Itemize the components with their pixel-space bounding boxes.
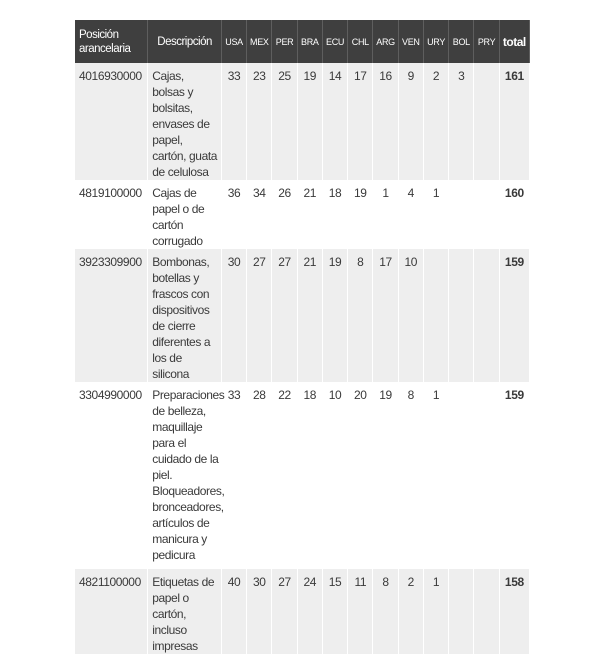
country-value: 10: [322, 382, 347, 569]
country-value: 30: [221, 249, 246, 382]
country-value: [474, 63, 499, 180]
country-value: 27: [247, 249, 272, 382]
country-value: [474, 569, 499, 654]
tariff-code: 4016930000: [75, 63, 148, 180]
country-value: 21: [297, 180, 322, 249]
country-value: 19: [322, 249, 347, 382]
country-value: 19: [373, 382, 398, 569]
country-value: [449, 249, 474, 382]
product-description: Cajas, bolsas y bolsitas, envases de papel, cartón, guata de celulosa: [148, 63, 222, 180]
country-value: [423, 249, 448, 382]
header-country: CHL: [348, 20, 373, 63]
country-value: [449, 569, 474, 654]
country-value: 36: [221, 180, 246, 249]
table-row: [75, 249, 530, 382]
tariff-code: 4819100000: [75, 180, 148, 249]
table-row: [75, 63, 530, 180]
country-value: 1: [423, 569, 448, 654]
country-value: 17: [373, 249, 398, 382]
country-value: 23: [247, 63, 272, 180]
country-value: 34: [247, 180, 272, 249]
tariff-code: 4821100000: [75, 569, 148, 654]
header-country: ECU: [322, 20, 347, 63]
country-value: 30: [247, 569, 272, 654]
product-description: Cajas de papel o de cartón corrugado: [148, 180, 222, 249]
country-value: 26: [272, 180, 297, 249]
country-value: 15: [322, 569, 347, 654]
country-value: [449, 382, 474, 569]
header-country: PER: [272, 20, 297, 63]
country-value: 27: [272, 569, 297, 654]
table-row: [75, 569, 530, 654]
country-value: [474, 249, 499, 382]
country-value: 11: [348, 569, 373, 654]
header-country: USA: [221, 20, 246, 63]
country-value: 8: [373, 569, 398, 654]
country-value: 40: [221, 569, 246, 654]
row-total: 158: [499, 569, 529, 654]
header-position: Posición arancelaria: [75, 20, 148, 63]
country-value: 2: [398, 569, 423, 654]
header-country: PRY: [474, 20, 499, 63]
product-description: Bombonas, botellas y frascos con dispositivos de cierre diferentes a los de silicona: [148, 249, 222, 382]
country-value: 21: [297, 249, 322, 382]
country-value: 20: [348, 382, 373, 569]
product-description: Etiquetas de papel o cartón, incluso impresas: [148, 569, 222, 654]
tariff-code: 3304990000: [75, 382, 148, 569]
table-row: [75, 382, 530, 569]
header-country: ARG: [373, 20, 398, 63]
country-value: 8: [348, 249, 373, 382]
header-country: BOL: [449, 20, 474, 63]
country-value: 1: [373, 180, 398, 249]
product-description: Preparaciones de belleza, maquillaje para el cuidado de la piel. Bloqueadores, bronceadores, artículos de manicura y pedicura: [148, 382, 222, 569]
country-value: 18: [297, 382, 322, 569]
country-value: 19: [297, 63, 322, 180]
country-value: 1: [423, 180, 448, 249]
tariff-code: 3923309900: [75, 249, 148, 382]
header-country: MEX: [247, 20, 272, 63]
country-value: 22: [272, 382, 297, 569]
country-value: [474, 382, 499, 569]
country-value: 17: [348, 63, 373, 180]
country-value: 24: [297, 569, 322, 654]
header-description: Descripción: [148, 20, 222, 63]
header-row: [75, 20, 530, 63]
country-value: 19: [348, 180, 373, 249]
header-country: BRA: [297, 20, 322, 63]
country-value: 2: [423, 63, 448, 180]
country-value: 33: [221, 382, 246, 569]
country-value: 10: [398, 249, 423, 382]
country-value: 33: [221, 63, 246, 180]
country-value: 25: [272, 63, 297, 180]
country-value: 1: [423, 382, 448, 569]
country-value: 27: [272, 249, 297, 382]
row-total: 159: [499, 382, 529, 569]
country-value: 28: [247, 382, 272, 569]
country-value: 4: [398, 180, 423, 249]
country-value: 14: [322, 63, 347, 180]
row-total: 161: [499, 63, 529, 180]
tariff-table: [75, 20, 530, 654]
country-value: 9: [398, 63, 423, 180]
country-value: [449, 180, 474, 249]
row-total: 160: [499, 180, 529, 249]
country-value: 16: [373, 63, 398, 180]
row-total: 159: [499, 249, 529, 382]
header-country: URY: [423, 20, 448, 63]
table-row: [75, 180, 530, 249]
header-total: total: [499, 20, 529, 63]
country-value: [474, 180, 499, 249]
country-value: 8: [398, 382, 423, 569]
header-country: VEN: [398, 20, 423, 63]
country-value: 18: [322, 180, 347, 249]
country-value: 3: [449, 63, 474, 180]
